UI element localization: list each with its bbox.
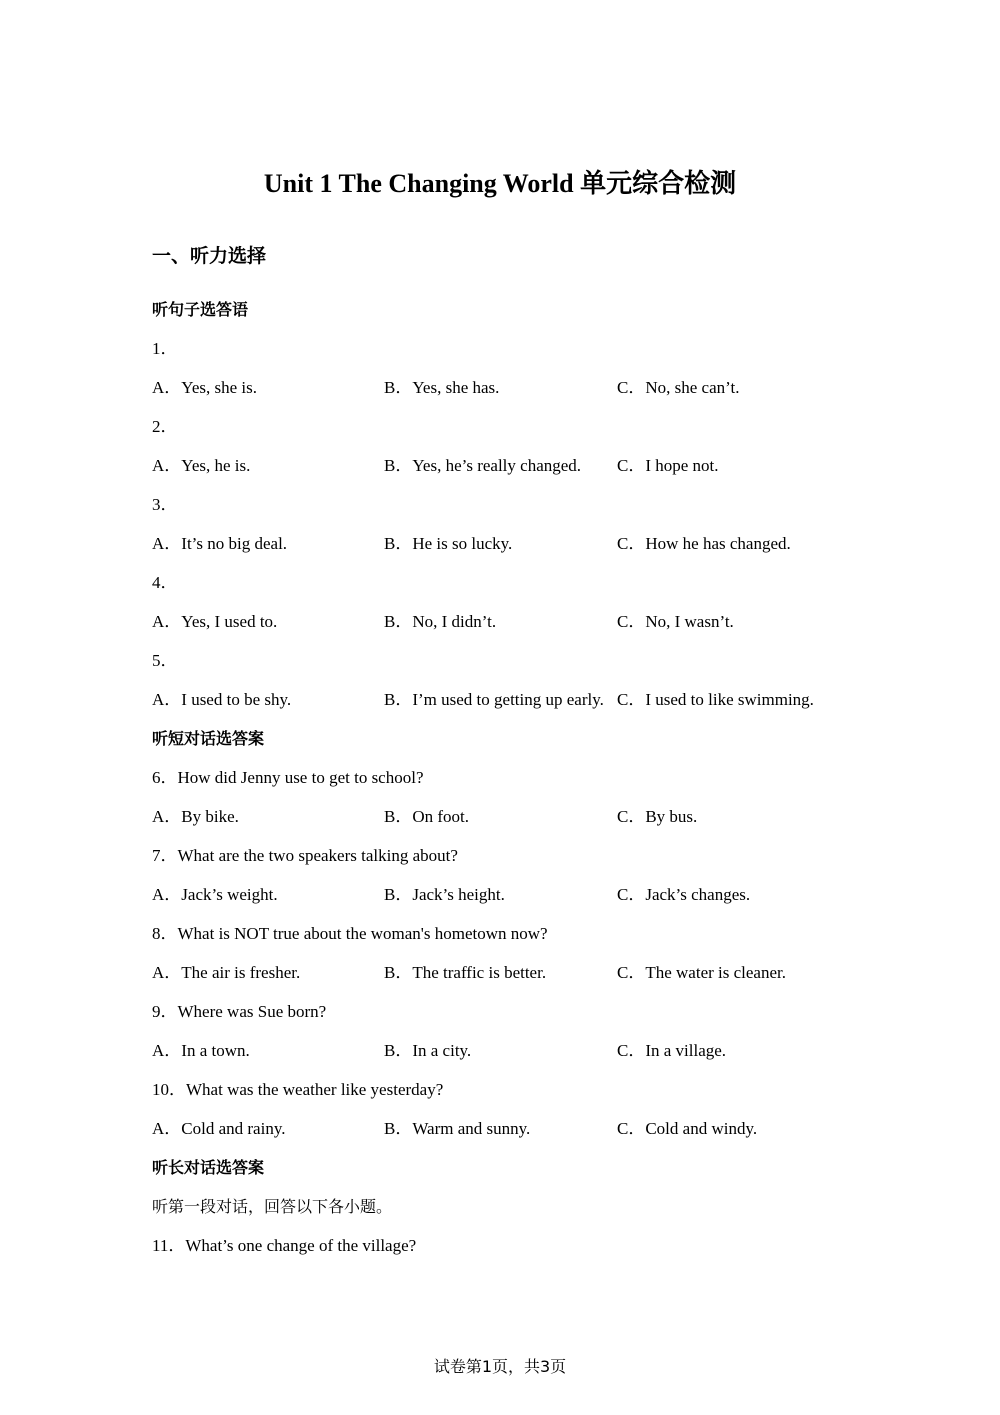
- option-b: B．I’m used to getting up early.: [384, 690, 604, 709]
- option-c: C．I used to like swimming.: [617, 690, 814, 709]
- option-a: A．Jack’s weight.: [152, 885, 278, 904]
- answer-options: [152, 953, 852, 992]
- question-stem: 9．Where was Sue born?: [152, 1002, 327, 1021]
- question-stem: 10．What was the weather like yesterday?: [152, 1080, 444, 1099]
- option-a: A．By bike.: [152, 807, 239, 826]
- question-list: [152, 290, 852, 1265]
- option-b: B．On foot.: [384, 807, 469, 826]
- answer-options: [152, 1031, 852, 1070]
- option-b: B．Yes, he’s really changed.: [384, 456, 582, 475]
- option-a: A．It’s no big deal.: [152, 534, 288, 553]
- question-stem: 5．: [152, 651, 178, 670]
- option-c: C．No, I wasn’t.: [617, 612, 734, 631]
- option-c: C．Jack’s changes.: [617, 885, 751, 904]
- answer-options: [152, 1109, 852, 1148]
- option-b: B．No, I didn’t.: [384, 612, 497, 631]
- option-b: B．In a city.: [384, 1041, 472, 1060]
- question-stem: 11．What’s one change of the village?: [152, 1236, 417, 1255]
- page-title: Unit 1 The Changing World 单元综合检测: [263, 169, 737, 198]
- option-a: A．Cold and rainy.: [152, 1119, 286, 1138]
- option-c: C．I hope not.: [617, 456, 719, 475]
- option-c: C．How he has changed.: [617, 534, 791, 553]
- option-a: A．Yes, she is.: [152, 378, 258, 397]
- option-c: C．By bus.: [617, 807, 698, 826]
- question-stem: 2．: [152, 417, 178, 436]
- question-stem: 3．: [152, 495, 178, 514]
- option-a: A．Yes, I used to.: [152, 612, 278, 631]
- option-a: A．The air is fresher.: [152, 963, 301, 982]
- option-b: B．The traffic is better.: [384, 963, 547, 982]
- question-stem: 8．What is NOT true about the woman's hometown now?: [152, 924, 548, 943]
- answer-options: [152, 797, 852, 836]
- option-a: A．In a town.: [152, 1041, 250, 1060]
- option-c: C．The water is cleaner.: [617, 963, 786, 982]
- question-stem: 4．: [152, 573, 178, 592]
- option-b: B．Yes, she has.: [384, 378, 500, 397]
- subsection-heading: 听短对话选答案: [152, 729, 265, 748]
- option-b: B．Jack’s height.: [384, 885, 505, 904]
- question-stem: 1．: [152, 339, 178, 358]
- answer-options: [152, 524, 852, 563]
- subsection-heading: 听句子选答语: [152, 300, 249, 319]
- option-c: C．In a village.: [617, 1041, 727, 1060]
- option-a: A．Yes, he is.: [152, 456, 251, 475]
- page-footer: 试卷第1页，共3页: [433, 1357, 567, 1376]
- option-c: C．No, she can’t.: [617, 378, 740, 397]
- option-c: C．Cold and windy.: [617, 1119, 758, 1138]
- question-stem: 6．How did Jenny use to get to school?: [152, 768, 424, 787]
- question-stem: 7．What are the two speakers talking about?: [152, 846, 458, 865]
- answer-options: [152, 875, 852, 914]
- option-b: B．He is so lucky.: [384, 534, 513, 553]
- subsection-heading: 听长对话选答案: [152, 1158, 265, 1177]
- answer-options: [152, 368, 852, 407]
- section-heading-listening: 一、听力选择: [152, 245, 267, 267]
- answer-options: [152, 680, 852, 719]
- option-a: A．I used to be shy.: [152, 690, 292, 709]
- option-b: B．Warm and sunny.: [384, 1119, 531, 1138]
- instruction-text: 听第一段对话，回答以下各小题。: [152, 1197, 393, 1216]
- answer-options: [152, 602, 852, 641]
- answer-options: [152, 446, 852, 485]
